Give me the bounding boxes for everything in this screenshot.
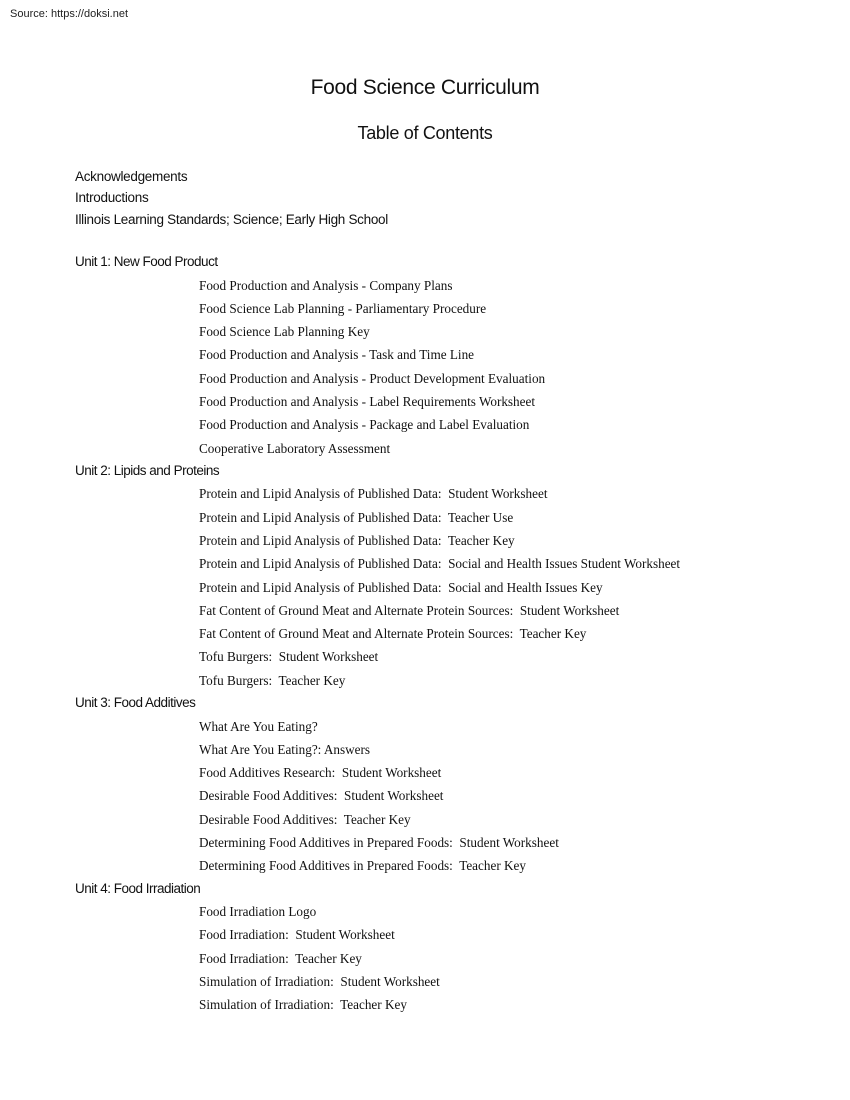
toc-entry: Tofu Burgers: Teacher Key: [199, 672, 346, 688]
toc-entry: Tofu Burgers: Student Worksheet: [199, 649, 379, 665]
unit-heading: Unit 2: Lipids and Proteins: [75, 462, 220, 478]
toc-entry: Food Production and Analysis - Product Development Evaluation: [199, 370, 546, 386]
toc-entry: Fat Content of Ground Meat and Alternate Protein Sources: Student Worksheet: [199, 602, 620, 618]
toc-entry: Food Production and Analysis - Task and Time Line: [199, 347, 475, 363]
toc-entry: Simulation of Irradiation: Student Worksheet: [199, 974, 440, 990]
unit-item-list: [75, 482, 835, 692]
unit-item-list: [75, 900, 835, 1016]
unit-heading: Unit 3: Food Additives: [75, 695, 196, 711]
toc-entry: Determining Food Additives in Prepared Foods: Student Worksheet: [199, 835, 559, 851]
toc-entry: Food Additives Research: Student Worksheet: [199, 765, 442, 781]
toc-entry: Food Irradiation: Student Worksheet: [199, 927, 395, 943]
front-matter-list: [75, 166, 388, 230]
document-subtitle: Table of Contents: [357, 123, 493, 143]
toc-entry: Food Irradiation: Teacher Key: [199, 950, 362, 966]
unit-heading: Unit 1: New Food Product: [75, 254, 218, 269]
unit-item-list: [75, 274, 835, 460]
toc-entry: Determining Food Additives in Prepared Foods: Teacher Key: [199, 858, 526, 874]
front-matter-item: Acknowledgements: [75, 169, 188, 184]
toc-entry: Desirable Food Additives: Teacher Key: [199, 811, 411, 827]
source-label: Source: https://doksi.net: [0, 0, 138, 26]
units-container: [75, 251, 835, 1017]
front-matter-item: Illinois Learning Standards; Science; Early High School: [75, 211, 388, 227]
toc-entry: What Are You Eating?: Answers: [199, 741, 371, 757]
toc-entry: Fat Content of Ground Meat and Alternate Protein Sources: Teacher Key: [199, 626, 587, 642]
toc-entry: Protein and Lipid Analysis of Published Data: Student Worksheet: [199, 486, 548, 502]
toc-entry: Food Science Lab Planning - Parliamentary Procedure: [199, 300, 487, 316]
toc-entry: Simulation of Irradiation: Teacher Key: [199, 997, 407, 1013]
document-title: Food Science Curriculum: [310, 76, 540, 99]
toc-entry: Protein and Lipid Analysis of Published Data: Teacher Use: [199, 509, 514, 525]
toc-entry: Food Production and Analysis - Package and Label Evaluation: [199, 417, 530, 433]
toc-entry: Protein and Lipid Analysis of Published Data: Social and Health Issues Key: [199, 579, 603, 595]
toc-entry: Desirable Food Additives: Student Worksheet: [199, 788, 444, 804]
toc-entry: Cooperative Laboratory Assessment: [199, 440, 391, 456]
toc-entry: What Are You Eating?: [199, 718, 318, 734]
unit-heading: Unit 4: Food Irradiation: [75, 880, 201, 896]
unit-item-list: [75, 715, 835, 878]
front-matter-item: Introductions: [75, 190, 149, 206]
toc-entry: Protein and Lipid Analysis of Published Data: Social and Health Issues Student Worksheet: [199, 556, 681, 572]
toc-entry: Protein and Lipid Analysis of Published Data: Teacher Key: [199, 532, 515, 548]
toc-entry: Food Production and Analysis - Company Plans: [199, 277, 453, 293]
toc-entry: Food Production and Analysis - Label Requirements Worksheet: [199, 393, 536, 409]
toc-entry: Food Science Lab Planning Key: [199, 324, 370, 340]
toc-entry: Food Irradiation Logo: [199, 904, 317, 920]
